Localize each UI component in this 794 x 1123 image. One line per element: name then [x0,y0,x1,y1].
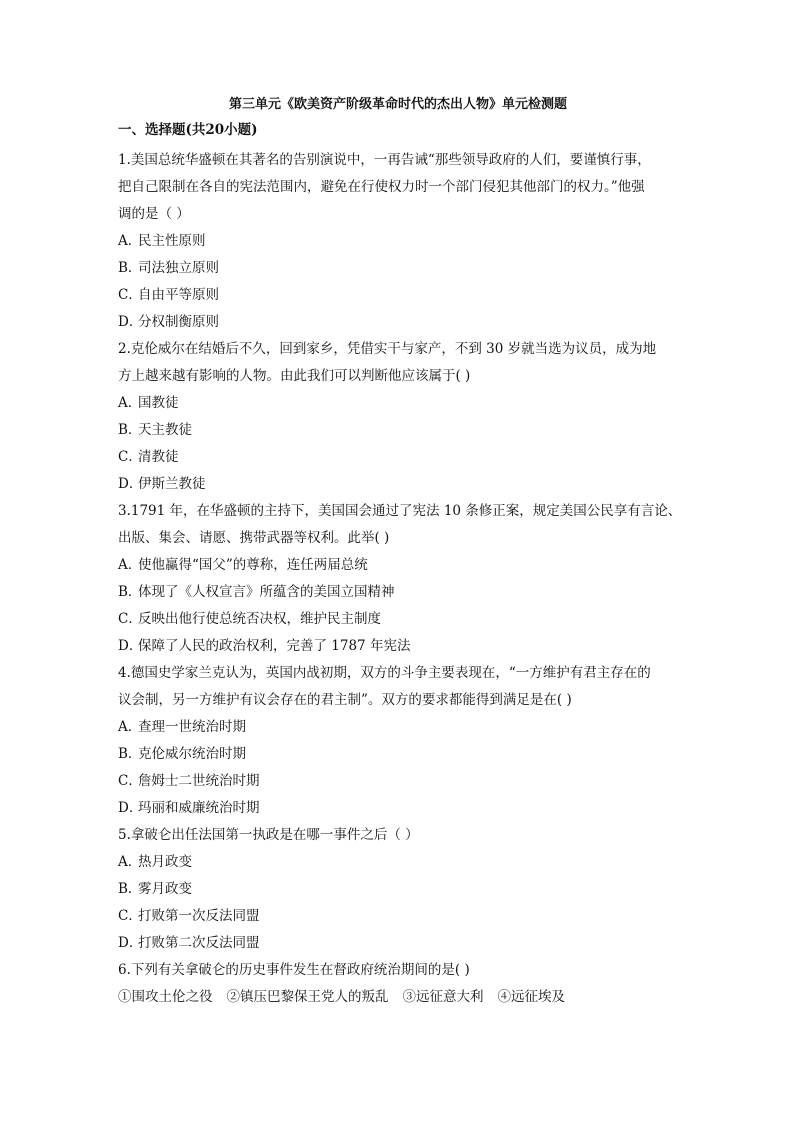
option-text: 清教徒 [138,449,179,465]
question-stem-line: 出版、集会、请愿、携带武器等权利。此举( ) [118,530,390,546]
option-label: C． [118,773,142,789]
option-c [118,606,678,633]
option-label: B． [118,881,142,897]
option-c [118,768,678,795]
option-label: B． [118,260,142,276]
option-d [118,309,678,336]
option-a [118,228,678,255]
option-text: 体现了《人权宣言》所蕴含的美国立国精神 [138,584,395,600]
numbered-item: ④远征埃及 [497,989,565,1005]
option-c [118,903,678,930]
option-b [118,579,678,606]
option-d [118,633,678,660]
question-stem-line: 4.德国史学家兰克认为，英国内战初期，双方的斗争主要表现在，“一方维护有君主存在的 [118,665,651,681]
question-stem-line: 调的是（ ） [118,206,190,222]
option-c [118,282,678,309]
option-text: 天主教徒 [138,422,192,438]
option-label: D． [118,935,143,951]
option-text: 反映出他行使总统否决权，维护民主制度 [138,611,381,627]
option-text: 玛丽和威廉统治时期 [138,800,260,816]
option-label: B． [118,584,142,600]
option-d [118,930,678,957]
question-stem-line: 1.美国总统华盛顿在其著名的告别演说中，一再告诫“那些领导政府的人们，要谨慎行事， [118,152,651,168]
option-text: 詹姆士二世统治时期 [138,773,260,789]
option-a [118,849,678,876]
option-label: D． [118,638,143,654]
numbered-item: ③远征意大利 [402,989,484,1005]
numbered-item: ②镇压巴黎保王党人的叛乱 [226,989,389,1005]
question-6 [118,957,678,1011]
document-title: 第三单元《欧美资产阶级革命时代的杰出人物》单元检测题 [228,97,567,112]
option-text: 使他赢得“国父”的尊称，连任两届总统 [138,557,368,573]
question-4 [118,660,678,822]
question-stem-line: 议会制，另一方维护有议会存在的君主制”。双方的要求都能得到满足是在( ) [118,692,572,708]
option-d [118,471,678,498]
option-c [118,444,678,471]
option-label: C． [118,908,142,924]
numbered-items [118,984,678,1011]
option-label: C． [118,449,142,465]
option-text: 司法独立原则 [138,260,219,276]
option-text: 国教徒 [138,395,179,411]
numbered-item: ①围攻土伦之役 [118,989,213,1005]
option-b [118,417,678,444]
option-label: D． [118,476,143,492]
question-5 [118,822,678,957]
document-page [118,96,682,1011]
option-label: C． [118,611,142,627]
option-text: 热月政变 [138,854,192,870]
question-stem-line: 5.拿破仑出任法国第一执政是在哪一事件之后（ ） [118,827,419,843]
question-stem-line: 6.下列有关拿破仑的历史事件发生在督政府统治期间的是( ) [118,962,470,978]
option-text: 自由平等原则 [138,287,219,303]
option-text: 雾月政变 [138,881,192,897]
option-text: 伊斯兰教徒 [138,476,206,492]
question-3 [118,498,682,660]
option-label: B． [118,746,142,762]
option-text: 克伦威尔统治时期 [138,746,246,762]
option-d [118,795,678,822]
question-stem-line: 方上越来越有影响的人物。由此我们可以判断他应该属于( ) [118,368,471,384]
option-text: 民主性原则 [138,233,206,249]
option-b [118,876,678,903]
option-b [118,255,678,282]
question-1 [118,147,678,336]
option-label: C． [118,287,142,303]
option-text: 分权制衡原则 [138,314,219,330]
option-a [118,552,678,579]
option-a [118,714,678,741]
option-a [118,390,678,417]
option-text: 保障了人民的政治权利，完善了 1787 年宪法 [138,638,411,654]
option-label: A． [118,395,142,411]
option-label: D． [118,800,143,816]
option-label: B． [118,422,142,438]
option-label: A． [118,557,142,573]
option-b [118,741,678,768]
option-text: 查理一世统治时期 [138,719,246,735]
question-stem-line: 3.1791 年，在华盛顿的主持下，美国国会通过了宪法 10 条修正案，规定美国公民享有言论、 [118,503,682,519]
question-2 [118,336,678,498]
option-label: D． [118,314,143,330]
question-stem-line: 把自己限制在各自的宪法范围内，避免在行使权力时一个部门侵犯其他部门的权力。”他强 [118,179,645,195]
option-text: 打败第二次反法同盟 [138,935,260,951]
option-label: A． [118,233,142,249]
section-heading: 一、选择题(共20小题) [118,122,258,138]
option-label: A． [118,719,142,735]
option-label: A． [118,854,142,870]
option-text: 打败第一次反法同盟 [138,908,260,924]
question-stem-line: 2.克伦威尔在结婚后不久，回到家乡，凭借实干与家产，不到 30 岁就当选为议员，成为地 [118,341,657,357]
